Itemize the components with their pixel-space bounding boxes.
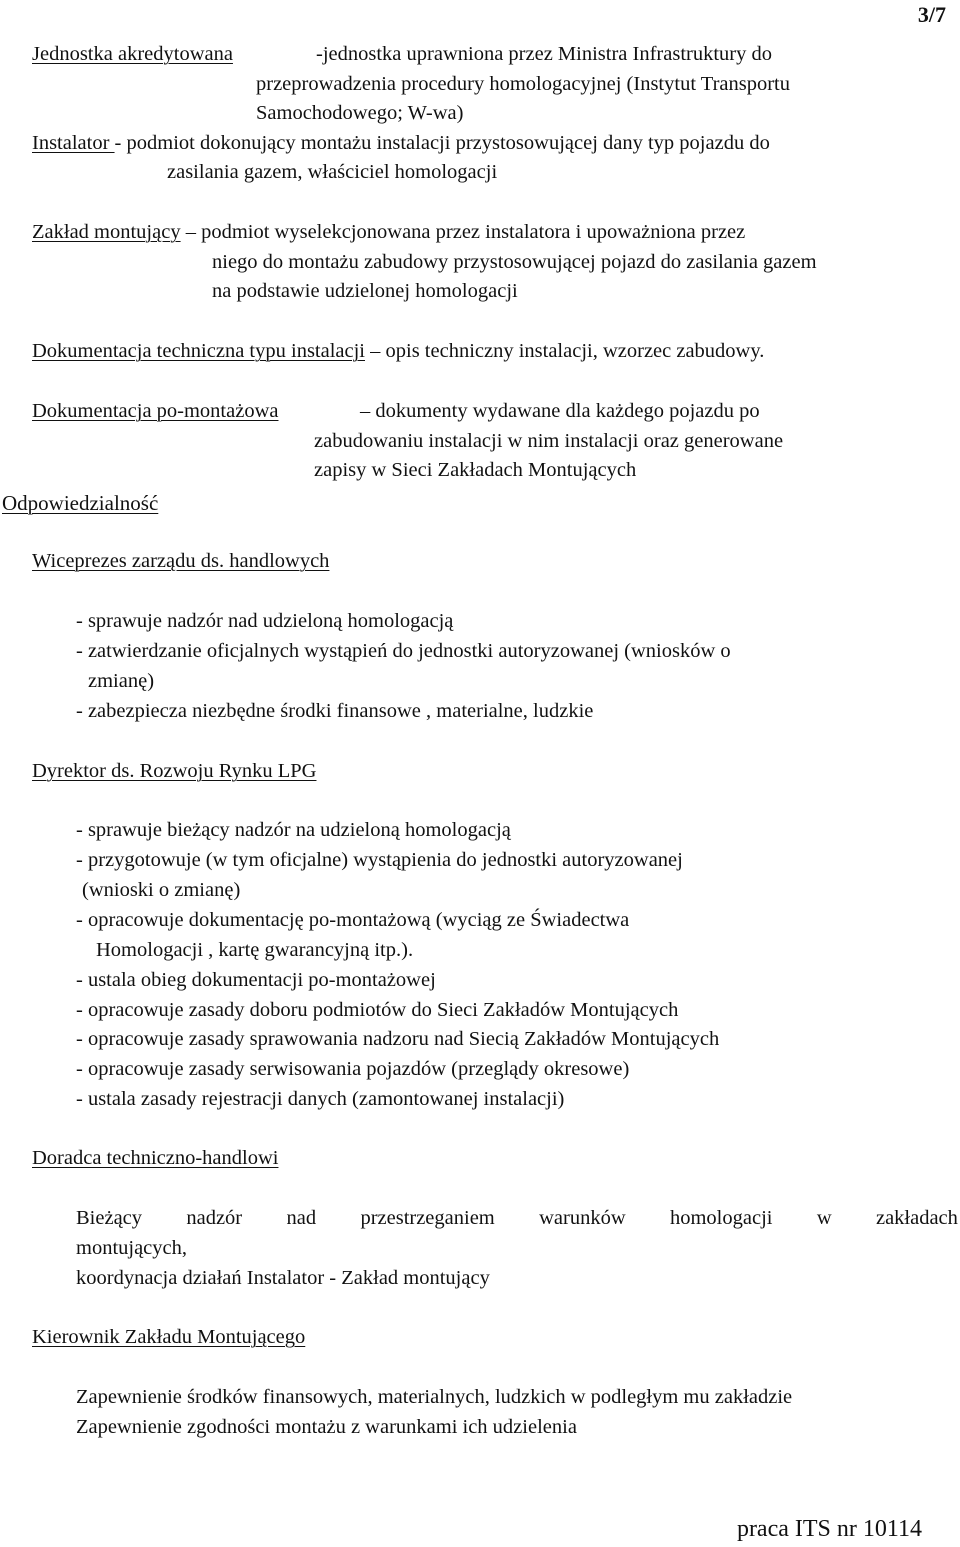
role-title-doradca: Doradca techniczno-handlowi [32, 1147, 279, 1169]
term-dokumentacja-po-montazowa: Dokumentacja po-montażowa [32, 400, 279, 422]
doradca-word: homologacji [669, 1207, 773, 1229]
wiceprezes-item-1: - sprawuje nadzór nad udzieloną homologacją [76, 610, 454, 632]
dyrektor-item-2: - przygotowuje (w tym oficjalne) wystąpienia do jednostki autoryzowanej [76, 849, 683, 871]
wiceprezes-item-2-cont: zmianę) [88, 670, 155, 692]
definition-term-jednostka [32, 40, 233, 70]
doradca-word: warunków [539, 1207, 626, 1229]
doradca-line1 [76, 1204, 958, 1234]
kierownik-line1: Zapewnienie środków finansowych, materialnych, ludzkich w podległym mu zakładzie [76, 1386, 793, 1408]
wiceprezes-item-2: - zatwierdzanie oficjalnych wystąpień do jednostki autoryzowanej (wniosków o [76, 640, 731, 662]
dyrektor-item-7: - opracowuje zasady serwisowania pojazdów (przeglądy okresowe) [76, 1058, 630, 1080]
dyrektor-item-1: - sprawuje bieżący nadzór na udzieloną homologacją [76, 819, 511, 841]
dyrektor-item-8: - ustala zasady rejestracji danych (zamontowanej instalacji) [76, 1088, 565, 1110]
doradca-word: przestrzeganiem [360, 1207, 495, 1229]
dyrektor-item-3: - opracowuje dokumentację po-montażową (wyciąg ze Świadectwa [76, 909, 630, 931]
doradca-line2: montujących, [76, 1237, 188, 1259]
definition-instalator-line2: zasilania gazem, właściciel homologacji [167, 161, 498, 184]
term-jednostka-akredytowana: Jednostka akredytowana [32, 43, 233, 65]
doradca-word: Bieżący [76, 1207, 143, 1229]
doradca-line3: koordynacja działań Instalator - Zakład montujący [76, 1267, 490, 1289]
definition-instalator [32, 129, 770, 159]
definition-dok-po-line3: zapisy w Sieci Zakładach Montujących [314, 459, 637, 482]
dyrektor-item-2-cont: (wnioski o zmianę) [82, 879, 241, 901]
role-title-kierownik: Kierownik Zakładu Montującego [32, 1326, 306, 1348]
wiceprezes-item-3: - zabezpiecza niezbędne środki finansowe , materialne, ludzkie [76, 700, 594, 722]
definition-dok-tech [32, 337, 764, 367]
term-instalator: Instalator [32, 131, 115, 154]
responsibility-heading: Odpowiedzialność [2, 491, 159, 515]
dyrektor-item-4: - ustala obieg dokumentacji po-montażowej [76, 969, 436, 991]
definition-dok-tech-line1: – opis techniczny instalacji, wzorzec zabudowy. [370, 340, 765, 362]
definition-jednostka-line3: Samochodowego; W-wa) [256, 102, 464, 125]
doradca-word: zakładach [875, 1207, 958, 1229]
definition-zaklad-line3: na podstawie udzielonej homologacji [212, 280, 518, 303]
kierownik-line2: Zapewnienie zgodności montażu z warunkami ich udzielenia [76, 1416, 577, 1438]
definition-jednostka-line2: przeprowadzenia procedury homologacyjnej (Instytut Transportu [256, 72, 791, 95]
term-zaklad-montujacy: Zakład montujący [32, 221, 181, 243]
doradca-word: nadzór [186, 1207, 243, 1229]
doradca-word: w [816, 1207, 832, 1229]
dyrektor-item-6: - opracowuje zasady sprawowania nadzoru nad Siecią Zakładów Montujących [76, 1028, 720, 1050]
definition-zaklad [32, 218, 745, 248]
role-title-wiceprezes: Wiceprezes zarządu ds. handlowych [32, 550, 330, 572]
definition-jednostka-line1: -jednostka uprawniona przez Ministra Infrastruktury do [316, 43, 772, 65]
definition-instalator-line1: - podmiot dokonujący montażu instalacji przystosowującej dany typ pojazdu do [114, 131, 770, 154]
dyrektor-item-3-cont: Homologacji , kartę gwarancyjną itp.). [96, 939, 414, 961]
definition-dok-po [32, 397, 278, 427]
footer-reference: praca ITS nr 10114 [736, 1516, 922, 1542]
term-dokumentacja-techniczna: Dokumentacja techniczna typu instalacji [32, 340, 365, 362]
definition-dok-po-line1: – dokumenty wydawane dla każdego pojazdu po [360, 400, 760, 422]
dyrektor-item-5: - opracowuje zasady doboru podmiotów do Sieci Zakładów Montujących [76, 999, 679, 1021]
definition-zaklad-line2: niego do montażu zabudowy przystosowującej pojazd do zasilania gazem [212, 250, 817, 273]
definition-zaklad-line1: – podmiot wyselekcjonowana przez instalatora i upoważniona przez [185, 221, 746, 243]
role-title-dyrektor: Dyrektor ds. Rozwoju Rynku LPG [32, 760, 317, 782]
doradca-word: nad [286, 1207, 317, 1229]
page-number: 3/7 [917, 2, 946, 27]
definition-dok-po-line2: zabudowaniu instalacji w nim instalacji oraz generowane [314, 429, 784, 452]
